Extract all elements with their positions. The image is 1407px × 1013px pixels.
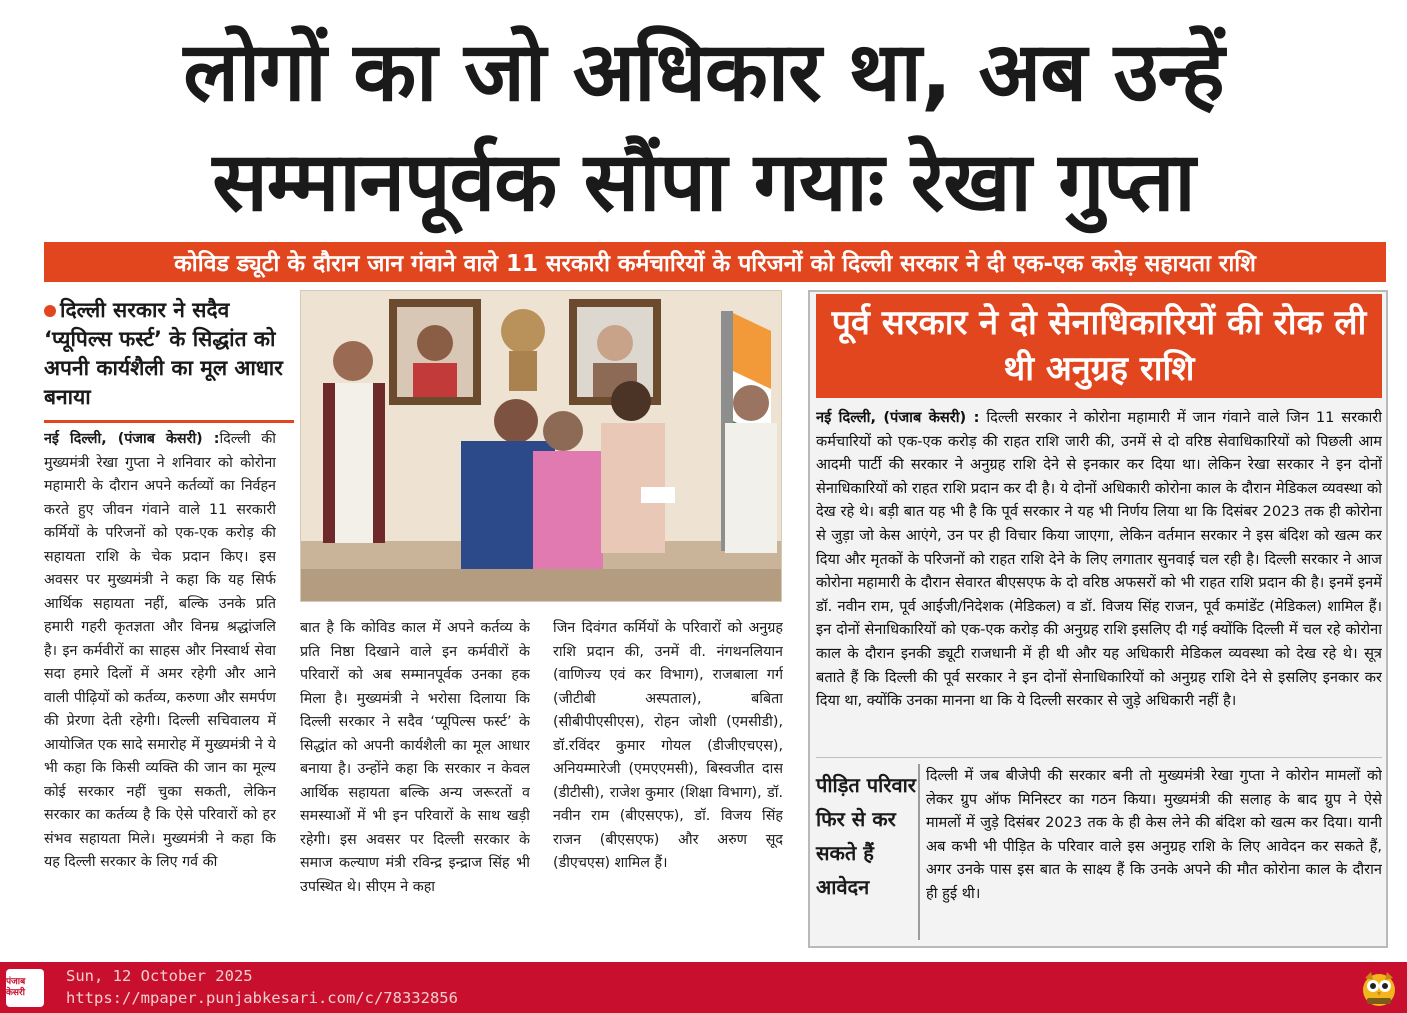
sidebar-subheading: पीड़ित परिवार फिर से कर सकते हैं आवेदन <box>816 773 916 899</box>
bullet-icon <box>44 305 56 317</box>
vertical-rule <box>918 764 920 940</box>
sidebar-body-text: दिल्ली सरकार ने कोरोना महामारी में जान गंवाने वाले जिन 11 सरकारी कर्मचारियों को एक-एक करोड़ की राहत राशि जारी की, उनमें से दो वरिष्ठ सेवाधिकारियों को पिछली आम आदमी पार्टी की सरकार ने अनुग्रह राशि देने से इनकार कर दिया था। लेकिन रेखा सरकार ने इन दोनों सेनाधिकारियों को राहत राशि प्रदान कर दी है। ये दोनों अधिकारी कोरोना काल के दौरान मेडिकल व्यवस्था को देख रहे थे। बड़ी बात यह भी है कि पूर्व सरकार ने यह भी निर्णय लिया था कि दिसंबर 2023 तक ही कोरोना से जुड़ा जो केस आएंगे, उन पर ही विचार किया जाएगा, लेकिन वर्तमान सरकार ने इस बंदिश को खत्म कर दिया और मृतकों के परिजनों को राहत राशि देने के लिए लगातार सुनवाई चल रही है। दिल्ली सरकार ने आज कोरोना महामारी के दौरान सेवारत बीएसएफ के दो वरिष्ठ अफसरों को भी राहत राशि प्रदान की है। इनमें इनमें डॉ. नवीन राम, पूर्व आईजी/निदेशक (मेडिकल) व डॉ. विजय सिंह राजन, पूर्व कमांडेंट (मेडिकल) शामिल हैं। इन दोनों सेनाधिकारियों को एक-एक करोड़ की अनुग्रह राशि इसलिए दी गई क्योंकि दिल्ली में चल रहे कोरोना काल के दौरान इनकी ड्यूटी राजधानी में ही थी और यह अधिकारी मेडिकल व्यवस्था को देख रहे थे। सूत्र बताते हैं कि दिल्ली की पूर्व सरकार ने इन दोनों सेनाधिकारियों को अनुग्रह राशि देने से इसलिए इनकार कर दिया था, क्योंकि उनका मानना था कि ये दिल्ली सरकार से जुड़े अधिकारी नहीं है। <box>816 409 1382 710</box>
column-1-text: दिल्ली की मुख्यमंत्री रेखा गुप्ता ने शनिवार को कोरोना महामारी के दौरान अपने कर्तव्यों का निर्वहन करते हुए जीवन गंवाने वाले 11 सरकारी कर्मियों के परिजनों को एक-एक करोड़ की सहायता राशि के चेक प्रदान किए। इस अवसर पर मुख्यमंत्री ने कहा कि यह सिर्फ आर्थिक सहायता नहीं, बल्कि उनके प्रति हमारी गहरी कृतज्ञता और विनम्र श्रद्धांजलि है। इन कर्मवीरों का साहस और निस्वार्थ सेवा सदा हमारे दिलों में अमर रहेगी और आने वाली पीढ़ियों को कर्तव्य, करुणा और समर्पण की प्रेरणा देती रहेगी। दिल्ली सचिवालय में आयोजित एक सादे समारोह में मुख्यमंत्री ने ये भी कहा कि किसी व्यक्ति की जान का मूल्य कोई सरकार नहीं चुका सकती, लेकिन सरकार का कर्तव्य है कि ऐसे परिवारों को हर संभव सहायता मिले। मुख्यमंत्री ने कहा कि यह दिल्ली सरकार के लिए गर्व की <box>44 431 276 870</box>
kicker-subheading <box>44 296 294 423</box>
logo-text: पंजाब केसरी <box>6 977 26 998</box>
headline-line-1: लोगों का जो अधिकार था, अब उन्हें <box>183 25 1224 120</box>
ceremony-photo-illustration <box>301 291 782 602</box>
sidebar-body <box>816 406 1382 754</box>
sidebar-story-box <box>808 290 1388 948</box>
headline-line-2: सम्मानपूर्वक सौंपा गयाः रेखा गुप्ता <box>212 135 1195 230</box>
sidebar-headline: पूर्व सरकार ने दो सेनाधिकारियों की रोक ली थी अनुग्रह राशि <box>816 294 1382 398</box>
dateline: नई दिल्ली, (पंजाब केसरी) : <box>44 431 220 447</box>
sidebar-sub-body: दिल्ली में जब बीजेपी की सरकार बनी तो मुख्यमंत्री रेखा गुप्ता ने कोरोन मामलों को लेकर ग्रुप ऑफ मिनिस्टर का गठन किया। मुख्यमंत्री की सलाह के बाद ग्रुप ने ऐसे मामलों में जुड़े दिसंबर 2023 तक के ही केस लेने की बंदिश को खत्म कर दिया। यानी अब कभी भी पीड़ित के परिवार वाले इस अनुग्रह राशि के लिए आवेदन कर सकते हैं, अगर उनके पास इस बात के साक्ष्य हैं कि उनके अपने की मौत कोरोना काल के दौरान ही हुई थी। <box>926 767 1382 902</box>
article-column-1 <box>44 428 276 948</box>
article-column-2: बात है कि कोविड काल में अपने कर्तव्य के प्रति निष्ठा दिखाने वाले इन कर्मवीरों के परिवारों को अब सम्मानपूर्वक उनका हक मिला है। मुख्यमंत्री ने भरोसा दिलाया कि दिल्ली सरकार ने सदैव ‘प्यूपिल्स फर्स्ट’ के सिद्धांत को अपनी कार्यशैली का मूल आधार बनाया है। उन्होंने कहा कि सरकार न केवल आर्थिक सहायता बल्कि अन्य जरूरतों व समस्याओं में भी इन परिवारों के साथ खड़ी रहेगी। इस अवसर पर दिल्ली सरकार के समाज कल्याण मंत्री रविन्द्र इन्द्राज सिंह भी उपस्थित थे। सीएम ने कहा <box>300 620 530 895</box>
kicker-text: दिल्ली सरकार ने सदैव ‘प्यूपिल्स फर्स्ट’ के सिद्धांत को अपनी कार्यशैली का मूल आधार बनाया <box>44 298 283 409</box>
article-column-3: जिन दिवंगत कर्मियों के परिवारों को अनुग्रह राशि प्रदान की, उनमें वी. नंगथनलियान (वाणिज्य एवं कर विभाग), राजबाला गर्ग (जीटीबी अस्पताल), बबिता (सीबीपीएसीएस), रोहन जोशी (एमसीडी), डॉ.रविंदर कुमार गोयल (डीजीएचएस), अनियम्मारेजी (एमएएमसी), बिस्वजीत दास (डीटीसी), राजेश कुमार (शिक्षा विभाग), डॉ. नवीन राम (बीएसएफ), डॉ. विजय सिंह राजन (बीएसएफ) और अरुण सूद (डीएचएस) शामिल हैं। <box>553 620 783 871</box>
news-photo <box>300 290 782 602</box>
footer-info <box>66 965 458 1009</box>
owl-icon[interactable] <box>1359 968 1399 1008</box>
strap-banner: कोविड ड्यूटी के दौरान जान गंवाने वाले 11 सरकारी कर्मचारियों के परिजनों को दिल्ली सरकार ने दी एक-एक करोड़ सहायता राशि <box>44 242 1386 282</box>
sidebar-dateline: नई दिल्ली, (पंजाब केसरी) : <box>816 409 980 426</box>
main-headline <box>0 18 1407 238</box>
punjab-kesari-logo-icon[interactable] <box>6 969 44 1007</box>
sidebar-divider <box>816 757 1382 758</box>
footer-bar <box>0 962 1407 1013</box>
footer-date: Sun, 12 October 2025 <box>66 967 253 985</box>
footer-url[interactable]: https://mpaper.punjabkesari.com/c/78332856 <box>66 989 458 1007</box>
